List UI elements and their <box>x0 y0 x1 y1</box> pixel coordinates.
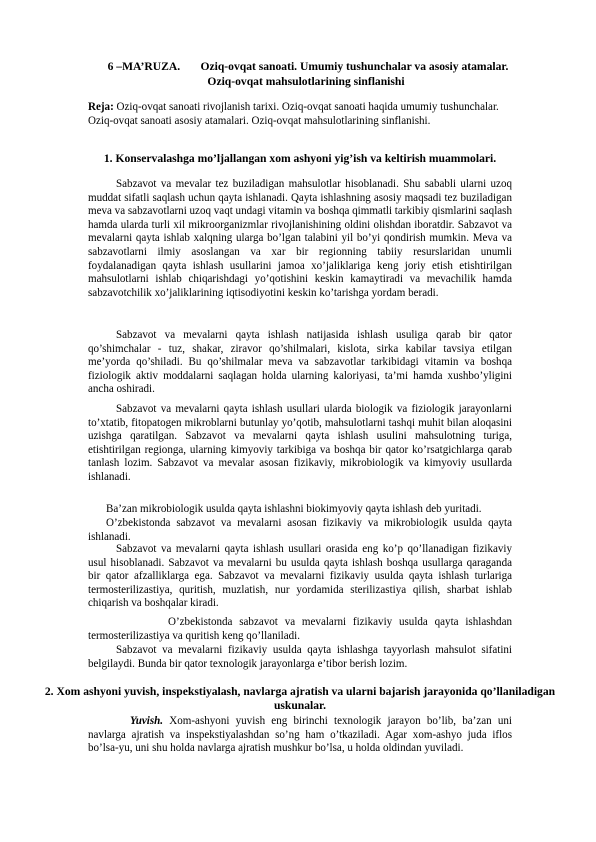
paragraph-text: Xom-ashyoni yuvish eng birinchi texnologik jarayon bo’lib, ba’zan uni navlarga ajratish va inspekstiyalashdan so’ng ham o’tkaziladi. Agar xom-ashyo juda iflos bo’lsa-yu, uni shu holda navlarga ajratish mushkur bo’lsa, u holda oldindan yuviladi. <box>88 715 512 755</box>
paragraph-yuvish <box>88 715 512 756</box>
paragraph: Sabzavot va mevalarni qayta ishlash usullari orasida eng ko’p qo’llanadigan fizikaviy usul hisoblanadi. Sabzavot va mevalarni bu usulda qayta ishlash boshqa usullarga qaraganda bir qator afzalliklarga ega. Sabzavot va mevalarni fizikaviy usulda qayta ishlash turlariga termosterilizastiya, quritish, muzlatish, nur yordamida sterilizastiya qilish, sharbat ishlab chiqarish va boshqalar kiradi. <box>88 543 512 610</box>
plan-label: Reja: <box>88 101 114 113</box>
paragraph: Ba’zan mikrobiologik usulda qayta ishlashni biokimyoviy qayta ishlash deb yuritadi. <box>106 503 482 515</box>
paragraph: Sabzavot va mevalarni qayta ishlash natijasida ishlash usuliga qarab bir qator qo’shimchalar - tuz, shakar, ziravor qo’shilmalari, kislota, sirka kabilar tavsiya etilgan me’yorda qo’shiladi. Bu qo’shilmalar meva va sabzavotlar tarkibidagi vitamin va boshqa fiziologik aktiv moddalarni saqlagan holda ularning kaloriyasi, ta’mi hamda xushbo’yligini ancha oshiradi. <box>88 329 512 396</box>
paragraph: Sabzavot va mevalarni fizikaviy usulda qayta ishlashga tayyorlash mahsulot sifatini belgilaydi. Bunda bir qator texnologik jarayonlarga e’tibor berish lozim. <box>88 644 512 670</box>
lecture-heading: 6 –MA’RUZA. Oziq-ovqat sanoati. Umumiy tushunchalar va asosiy atamalar. <box>107 60 509 73</box>
paragraph: Sabzavot va mevalarni qayta ishlash usullari ularda biologik va fiziologik jarayonlarni to’xtatib, fitopatogen mikroblarni butunlay yo’qotib, mahsulotlarni tashqi muhit bilan aloqasini uzishga qaratilgan. Sabzavot va mevalarni qayta ishlash usulini mahsulotning turiga, etishtirilgan regionga, ularning kimyoviy tarkibiga va boshqa bir qator ko’rsatgichlarga qarab tanlash lozim. Sabzavot va mevalar asosan fizikaviy, mikrobiologik va kimyoviy usullarda ishlanadi. <box>88 403 512 483</box>
paragraph: O’zbekistonda sabzavot va mevalarni asosan fizikaviy va mikrobiologik usulda qayta ishlanadi. <box>88 517 512 543</box>
paragraph: Sabzavot va mevalar tez buziladigan mahsulotlar hisoblanadi. Shu sababli ularni uzoq muddat sifatli saqlash uchun qayta ishlanadi. Qayta ishlashning asosiy maqsadi tez buziladigan meva va sabzavotlarni uzoq vaqt undagi vitamin va boshqa qimmatli tarkibiy qismlarini saqlash hamda ularda turli xil mikroorganizmlar rivojlanishining oldini olishdan iboratdir. Sabzavot va mevalarni qayta ishlab xalqning ularga bo’lgan talabini yil bo’yi qondirish mumkin. Meva va sabzavotlarni ilmiy asoslangan va xar bir regionning tabiiy resurslaridan unumli foydalanadigan qayta ishlash usullarini jamoa xo’jaliklariga keng joriy etish etishtirilgan mahsulotlarni ishlab chiqarishdagi yo’qotishini keskin kamaytiradi va mevachilik hamda sabzavotchilik xo’jaliklarining iqtisodiyotini keskin ko’tarishga yordam beradi. <box>88 178 512 299</box>
paragraph-lead: Yuvish. <box>130 715 164 727</box>
section-1-title: 1. Konservalashga mo’ljallangan xom ashyoni yig’ish va keltirish muammolari. <box>103 152 497 165</box>
plan-block <box>88 101 508 128</box>
plan-text: Oziq-ovqat sanoati rivojlanish tarixi. Oziq-ovqat sanoati haqida umumiy tushunchalar. Oziq-ovqat sanoati asosiy atamalari. Oziq-ovqat mahsulotlarining sinflanishi. <box>88 101 499 127</box>
paragraph: O’zbekistonda sabzavot va mevalarni fizikaviy usulda qayta ishlashdan termosterilizastiya va quritish keng qo’llaniladi. <box>88 616 512 642</box>
section-2-title: 2. Xom ashyoni yuvish, inspekstiyalash, navlarga ajratish va ularni bajarish jarayonida qo’llaniladigan uskunalar. <box>44 685 556 712</box>
lecture-subheading: Oziq-ovqat mahsulotlarining sinflanishi <box>207 75 405 88</box>
